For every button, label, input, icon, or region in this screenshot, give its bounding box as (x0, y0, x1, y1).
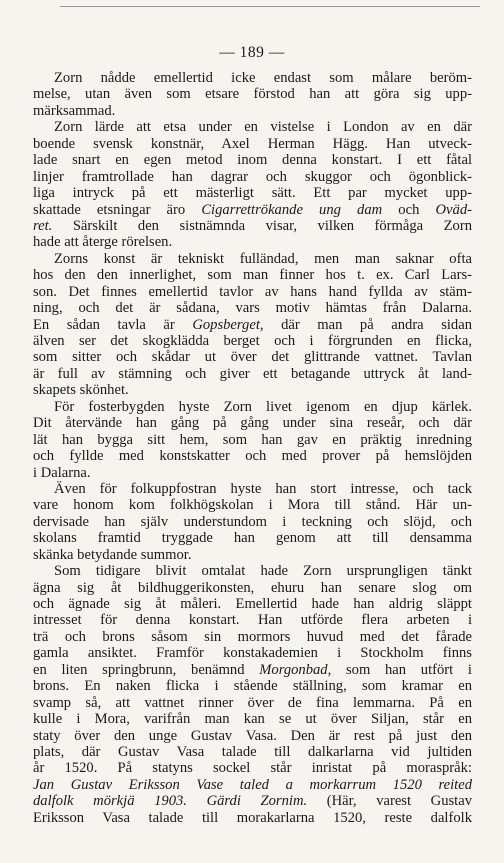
text-line: skänka betydande summor. (33, 546, 192, 563)
text-line: liga intryck på ett mästerligt sätt. Ett par mycket upp- (33, 185, 472, 202)
italic-title: Cigarrettrökande ung dam (201, 201, 383, 218)
text-line: lade snart en egen metod inom denna konstart. I ett fåtal (33, 152, 472, 169)
text-line: svamp så, att vattnet rinner över de fina lemmarna. På en (33, 694, 472, 711)
italic-title: ret. (33, 217, 53, 234)
text-segment: som han utfört i (331, 661, 472, 678)
italic-title: Oväd- (435, 201, 472, 218)
text-line: son. Det finnes emellertid tavlor av hans hand fyllda av stäm- (33, 283, 472, 300)
text-line: skolans framtid tryggade han genom att till densamma (33, 530, 472, 547)
text-line: i Dalarna. (33, 464, 91, 481)
text-line: linjer framtrollade han dagrar och skuggor och ögonblick- (33, 168, 472, 185)
text-line (33, 317, 472, 333)
text-line: är full av stämning och giver ett betagande uttryck åt land- (33, 365, 472, 382)
text-line: dervisade han själv understundom i teckning och slöjd, och (33, 513, 472, 530)
top-rule (60, 6, 480, 7)
text-line: staty över den unge Gustav Vasa. Den är rest på just den (33, 727, 472, 744)
text-line: ning, och det är sådana, vars motiv hämtas från Dalarna. (33, 300, 472, 317)
body-text (33, 70, 472, 826)
text-line (33, 218, 472, 234)
text-line: Dit återvände han gång på gång under sina reseår, och där (33, 415, 472, 432)
text-line: och ägnade sig åt måleri. Emellertid hade han aldrig släppt (33, 596, 472, 612)
text-line (33, 777, 472, 793)
text-line: och fyllde med konstskatter och med prover på hemslöjden (33, 448, 472, 465)
text-line: brons. En naken flicka i stående ställning, som kramar en (33, 678, 472, 695)
text-line: plats, där Gustav Vasa talade till dalkarlarna vid jultiden (33, 743, 472, 760)
text-line (33, 662, 472, 678)
text-segment: Särskilt den sistnämnda visar, vilken förmåga Zorn (52, 217, 472, 234)
text-line: boende svensk konstnär, Axel Herman Hägg. Han utveck- (33, 135, 472, 152)
text-line: melse, utan även som etsare förstod han att göra sig upp- (33, 86, 472, 103)
italic-title: Morgonbad, (259, 661, 332, 678)
italic-title: Gopsberget, (192, 316, 264, 333)
text-line: trä och brons såsom sin mormors huvud med det fårade (33, 628, 472, 645)
text-line: Även för folkuppfostran hyste han stort intresse, och tack (54, 480, 472, 497)
text-segment: en liten springbrunn, benämnd (33, 661, 260, 678)
text-line: Eriksson Vasa talade till morakarlarna 1520, reste dalfolk (33, 809, 472, 826)
text-segment: där man på andra sidan (263, 316, 473, 333)
text-line (33, 202, 472, 218)
text-line (33, 793, 472, 809)
text-line: hos den den innerlighet, som man finner hos t. ex. Carl Lars- (33, 267, 472, 284)
text-line: kulle i Mora, varifrån man kan se ut över Siljan, står en (33, 711, 472, 728)
text-segment: skattade etsningar äro (33, 201, 202, 218)
text-line: För fosterbygden hyste Zorn livet igenom en djup kärlek. (54, 398, 472, 415)
text-line: gamla ansiktet. Framför konstakademien i Stockholm finns (33, 645, 472, 662)
text-line: älven ser det skogklädda berget och i förgrunden en flicka, (33, 333, 472, 349)
text-line: skapets skönhet. (33, 382, 129, 399)
text-line: vare honom kom folkhögskolan i Mora till stånd. Här un- (33, 497, 472, 514)
text-line: hade att återge rörelsen. (33, 234, 173, 251)
text-line: som sitter och skådar ut över det glittrande vattnet. Tavlan (33, 349, 472, 366)
text-line: Zorn lärde att etsa under en vistelse i London av en där (54, 119, 472, 136)
text-segment: (Här, varest Gustav (307, 793, 473, 810)
text-line: intresset för denna konstart. Han utförde flera arbeten i (33, 612, 472, 629)
text-line: år 1520. På statyns sockel står inristat på moraspråk: (33, 760, 472, 777)
text-line: Som tidigare blivit omtalat hade Zorn ursprungligen tänkt (54, 563, 472, 580)
text-line: ägna sig åt bildhuggerikonsten, ehuru han senare slog om (33, 579, 472, 596)
italic-title: dalfolk mörkjä 1903. Gärdi Zornim. (33, 793, 308, 810)
text-line: Zorns konst är tekniskt fulländad, men man saknar ofta (54, 250, 472, 267)
text-line: lät han bygga sitt hem, som han gav en präktig inredning (33, 431, 472, 448)
page-number: — 189 — (219, 44, 285, 61)
text-line: märksammad. (33, 102, 116, 119)
text-segment: och (382, 201, 436, 218)
italic-title: Jan Gustav Eriksson Vase taled a morkarrum 1520 reited (33, 776, 472, 793)
text-line: Zorn nådde emellertid icke endast som målare beröm- (54, 70, 472, 86)
text-segment: En sådan tavla är (33, 316, 193, 333)
